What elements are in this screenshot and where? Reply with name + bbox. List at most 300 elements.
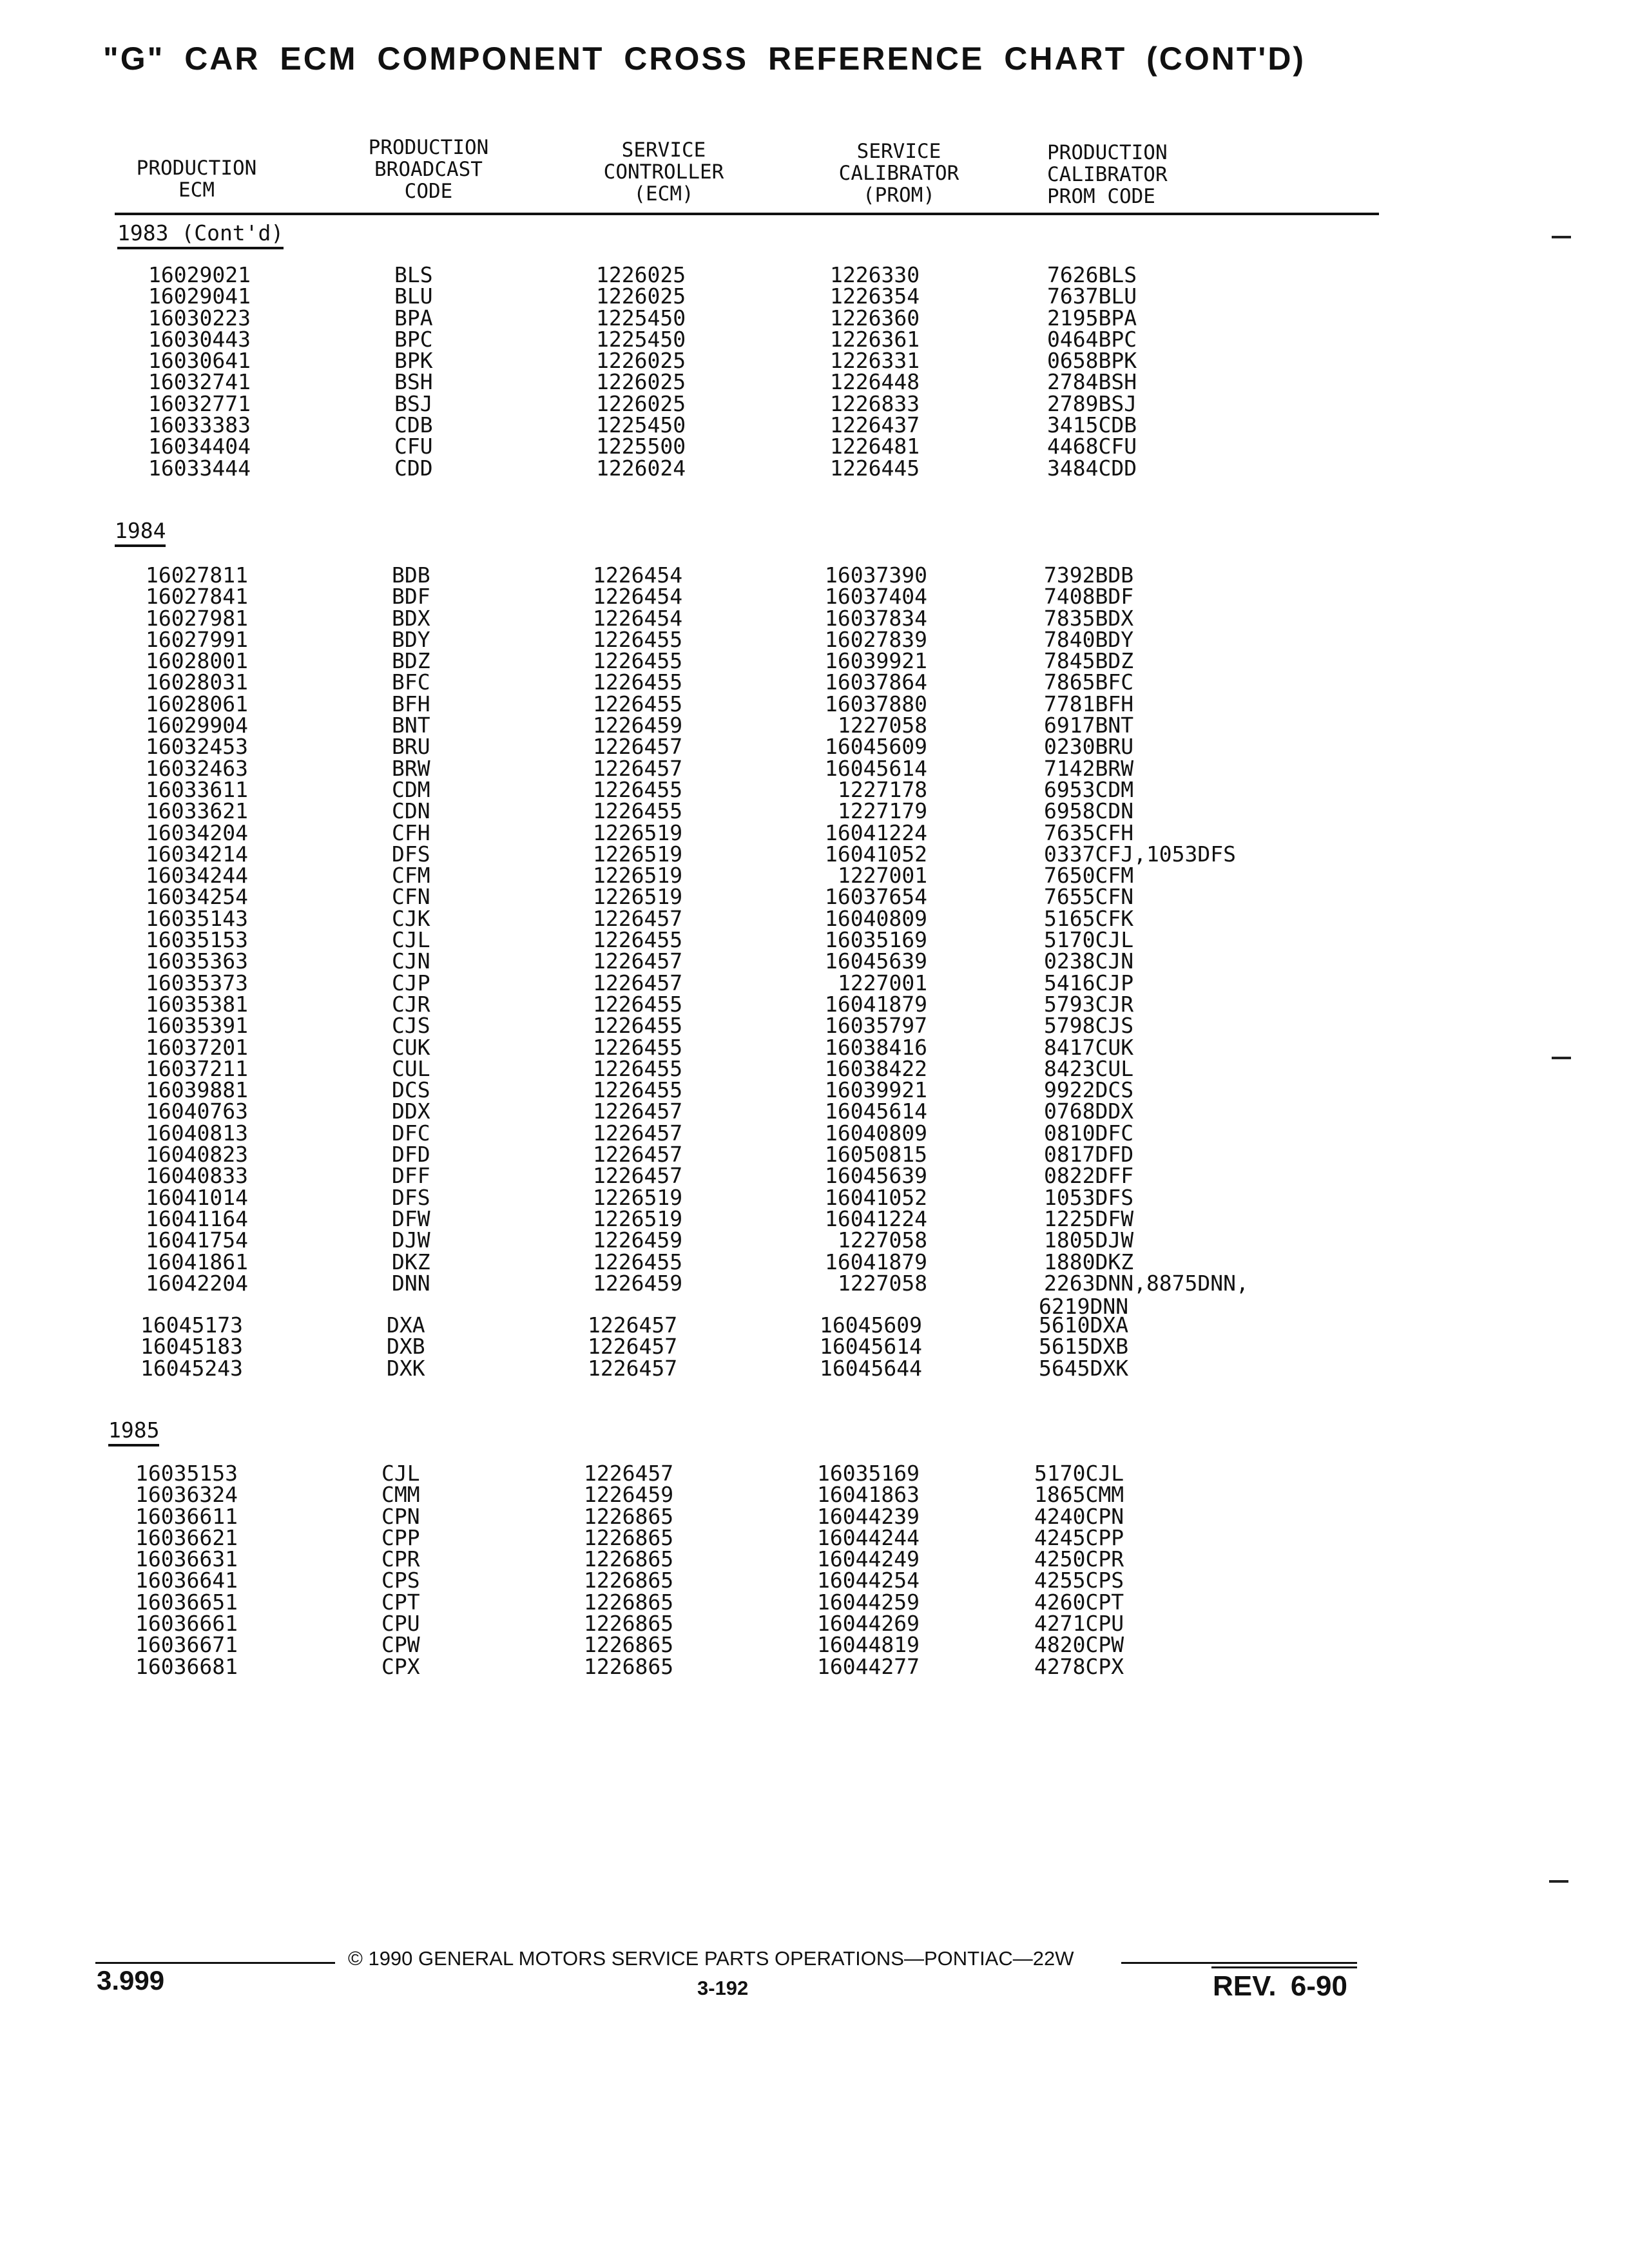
- prom-code-cell: 8423CUL: [1044, 1055, 1134, 1081]
- service-controller-cell: 1226865: [584, 1503, 674, 1529]
- service-calibrator-cell: 1226833: [830, 390, 920, 416]
- prom-code-cell: 2195BPA: [1047, 305, 1137, 331]
- service-controller-cell: 1226025: [596, 369, 686, 395]
- service-calibrator-cell: 1226360: [830, 305, 920, 331]
- production-ecm-cell: 16040833: [146, 1163, 248, 1189]
- header-line: PRODUCTION: [136, 157, 257, 180]
- prom-code-cell: 7865BFC: [1044, 669, 1134, 695]
- prom-code-cell: 4820CPW: [1034, 1632, 1124, 1658]
- broadcast-code-cell: DCS: [392, 1077, 430, 1103]
- table-row: [0, 1229, 1547, 1251]
- broadcast-code-cell: BLU: [394, 284, 433, 309]
- service-controller-cell: 1226457: [593, 1099, 683, 1124]
- header-service-calibrator: [809, 140, 989, 206]
- broadcast-code-cell: BPK: [394, 348, 433, 374]
- service-controller-cell: 1226455: [593, 1013, 683, 1039]
- prom-code-cell: 5170CJL: [1044, 927, 1134, 953]
- service-calibrator-cell: 16044277: [817, 1653, 920, 1679]
- table-row: [0, 626, 1547, 652]
- table-row: [0, 991, 1547, 1017]
- service-controller-cell: 1226024: [596, 455, 686, 481]
- broadcast-code-cell: CJS: [392, 1013, 430, 1039]
- production-ecm-cell: 16036681: [135, 1653, 238, 1679]
- production-ecm-cell: 16040823: [146, 1142, 248, 1168]
- service-calibrator-cell: 16041052: [825, 1184, 927, 1210]
- prom-code-cell: 5798CJS: [1044, 1013, 1134, 1039]
- service-calibrator-cell: 16045609: [820, 1312, 922, 1338]
- service-calibrator-cell: 16045614: [820, 1334, 922, 1360]
- service-calibrator-cell: 1227178: [838, 776, 928, 802]
- table-row: [0, 648, 1547, 674]
- table-row: [0, 693, 1547, 715]
- broadcast-code-cell: CJL: [392, 927, 430, 953]
- prom-code-cell: 3415CDB: [1047, 412, 1137, 438]
- broadcast-code-cell: BDZ: [392, 648, 430, 674]
- broadcast-code-cell: DFF: [392, 1163, 430, 1189]
- production-ecm-cell: 16028031: [146, 669, 248, 695]
- service-calibrator-cell: 16038416: [825, 1034, 927, 1060]
- table-row: [0, 564, 1547, 586]
- table-row: [0, 390, 1547, 416]
- header-line: CALIBRATOR: [838, 162, 959, 185]
- table-row: [0, 1142, 1547, 1168]
- production-ecm-cell: 16040763: [146, 1099, 248, 1124]
- broadcast-code-cell: DFD: [392, 1142, 430, 1168]
- production-ecm-cell: 16033383: [148, 412, 251, 438]
- service-controller-cell: 1226457: [588, 1355, 678, 1381]
- broadcast-code-cell: DXB: [387, 1334, 425, 1360]
- table-row: [0, 1122, 1547, 1144]
- header-broadcast-code: [348, 137, 509, 202]
- service-calibrator-cell: 16045614: [825, 1099, 927, 1124]
- service-calibrator-cell: 16044269: [817, 1611, 920, 1637]
- service-controller-cell: 1226459: [593, 1270, 683, 1296]
- table-row: [0, 800, 1547, 822]
- broadcast-code-cell: CJP: [392, 970, 430, 995]
- table-row: [0, 1503, 1547, 1529]
- header-line: BROADCAST: [374, 158, 483, 181]
- service-controller-cell: 1226519: [593, 841, 683, 867]
- margin-mark: [1552, 236, 1571, 238]
- table-row: [0, 1314, 1547, 1336]
- service-calibrator-cell: 16040809: [825, 1120, 927, 1146]
- production-ecm-cell: 16041861: [146, 1249, 248, 1274]
- production-ecm-cell: 16035391: [146, 1013, 248, 1039]
- broadcast-code-cell: BDX: [392, 605, 430, 631]
- table-row: [0, 1208, 1547, 1229]
- service-controller-cell: 1226519: [593, 820, 683, 845]
- production-ecm-cell: 16042204: [146, 1270, 248, 1296]
- production-ecm-cell: 16033621: [146, 798, 248, 824]
- table-row: [0, 884, 1547, 910]
- service-controller-cell: 1226865: [584, 1524, 674, 1550]
- prom-code-cell: 1880DKZ: [1044, 1249, 1134, 1274]
- production-ecm-cell: 16041754: [146, 1227, 248, 1253]
- prom-code-cell: 7655CFN: [1044, 884, 1134, 910]
- table-row: [0, 605, 1547, 631]
- service-calibrator-cell: 16044249: [817, 1546, 920, 1572]
- table-row: [0, 1270, 1547, 1296]
- production-ecm-cell: 16039881: [146, 1077, 248, 1103]
- broadcast-code-cell: DXA: [387, 1312, 425, 1338]
- prom-code-cell: 6953CDM: [1044, 776, 1134, 802]
- broadcast-code-cell: CPP: [381, 1524, 420, 1550]
- header-line: CALIBRATOR: [1047, 163, 1168, 186]
- year-label-1983: 1983 (Cont'd): [117, 220, 284, 249]
- service-controller-cell: 1226455: [593, 669, 683, 695]
- table-row: [0, 972, 1547, 994]
- production-ecm-cell: 16034254: [146, 884, 248, 910]
- broadcast-code-cell: BPC: [394, 326, 433, 352]
- prom-code-cell: 7840BDY: [1044, 626, 1134, 652]
- broadcast-code-cell: CFH: [392, 820, 430, 845]
- broadcast-code-cell: CPR: [381, 1546, 420, 1572]
- production-ecm-cell: 16033611: [146, 776, 248, 802]
- service-calibrator-cell: 1226437: [830, 412, 920, 438]
- service-controller-cell: 1226457: [584, 1461, 674, 1486]
- service-calibrator-cell: 16039921: [825, 648, 927, 674]
- production-ecm-cell: 16034214: [146, 841, 248, 867]
- production-ecm-cell: 16030443: [148, 326, 251, 352]
- table-row: [0, 1077, 1547, 1103]
- broadcast-code-cell: DXK: [387, 1355, 425, 1381]
- broadcast-code-cell: DFS: [392, 841, 430, 867]
- table-row: [0, 755, 1547, 781]
- broadcast-code-cell: CPX: [381, 1653, 420, 1679]
- broadcast-code-cell: CPW: [381, 1632, 420, 1658]
- service-controller-cell: 1226457: [593, 948, 683, 974]
- service-controller-cell: 1226454: [593, 605, 683, 631]
- header-line: ECM: [178, 178, 215, 202]
- footer-rule-right: [1121, 1962, 1357, 1964]
- service-calibrator-cell: 16027839: [825, 626, 927, 652]
- service-calibrator-cell: 1226445: [830, 455, 920, 481]
- service-calibrator-cell: 16044244: [817, 1524, 920, 1550]
- year-label-1984: 1984: [115, 518, 166, 547]
- header-line: (ECM): [633, 182, 694, 206]
- production-ecm-cell: 16032771: [148, 390, 251, 416]
- production-ecm-cell: 16035373: [146, 970, 248, 995]
- service-calibrator-cell: 16041224: [825, 820, 927, 845]
- service-controller-cell: 1226454: [593, 584, 683, 610]
- service-calibrator-cell: 16037864: [825, 669, 927, 695]
- service-controller-cell: 1226455: [593, 776, 683, 802]
- production-ecm-cell: 16045183: [140, 1334, 243, 1360]
- service-calibrator-cell: 16044259: [817, 1589, 920, 1615]
- service-calibrator-cell: 16041879: [825, 991, 927, 1017]
- prom-code-cell: 2789BSJ: [1047, 390, 1137, 416]
- header-rule: [115, 213, 1379, 215]
- prom-code-cell: 5170CJL: [1034, 1461, 1124, 1486]
- production-ecm-cell: 16027991: [146, 626, 248, 652]
- table-row: [0, 671, 1547, 693]
- prom-code-cell: 7835BDX: [1044, 605, 1134, 631]
- table-row: [0, 776, 1547, 802]
- prom-code-cell: 7845BDZ: [1044, 648, 1134, 674]
- service-controller-cell: 1226455: [593, 626, 683, 652]
- service-controller-cell: 1226519: [593, 1206, 683, 1231]
- prom-code-cell: 0817DFD: [1044, 1142, 1134, 1168]
- broadcast-code-cell: BDF: [392, 584, 430, 610]
- table-row: [0, 1653, 1547, 1679]
- production-ecm-cell: 16036661: [135, 1611, 238, 1637]
- prom-code-cell: 1865CMM: [1034, 1482, 1124, 1508]
- prom-code-cell: 6958CDN: [1044, 798, 1134, 824]
- service-controller-cell: 1226455: [593, 648, 683, 674]
- footer-rule-left: [95, 1962, 335, 1964]
- service-calibrator-cell: 16035169: [825, 927, 927, 953]
- service-controller-cell: 1226865: [584, 1611, 674, 1637]
- service-controller-cell: 1226865: [584, 1546, 674, 1572]
- service-controller-cell: 1226457: [593, 1163, 683, 1189]
- service-calibrator-cell: 16045614: [825, 755, 927, 781]
- service-controller-cell: 1225450: [596, 412, 686, 438]
- prom-code-cell: 0238CJN: [1044, 948, 1134, 974]
- broadcast-code-cell: CDM: [392, 776, 430, 802]
- service-calibrator-cell: 16035169: [817, 1461, 920, 1486]
- service-controller-cell: 1225500: [596, 434, 686, 459]
- broadcast-code-cell: BPA: [394, 305, 433, 331]
- service-calibrator-cell: 1226448: [830, 369, 920, 395]
- production-ecm-cell: 16027981: [146, 605, 248, 631]
- service-controller-cell: 1226455: [593, 691, 683, 716]
- production-ecm-cell: 16036324: [135, 1482, 238, 1508]
- continuation-line: 6219DNN: [1039, 1294, 1129, 1319]
- service-controller-cell: 1226865: [584, 1632, 674, 1658]
- prom-code-cell: 4245CPP: [1034, 1524, 1124, 1550]
- header-line: SERVICE: [856, 140, 941, 163]
- service-calibrator-cell: 1226330: [830, 262, 920, 287]
- broadcast-code-cell: CMM: [381, 1482, 420, 1508]
- service-calibrator-cell: 16050815: [825, 1142, 927, 1168]
- broadcast-code-cell: DKZ: [392, 1249, 430, 1274]
- prom-code-cell: 0464BPC: [1047, 326, 1137, 352]
- rows-1984: [0, 564, 1547, 1294]
- production-ecm-cell: 16037211: [146, 1055, 248, 1081]
- table-row: [0, 1524, 1547, 1550]
- header-line: CODE: [404, 180, 453, 203]
- production-ecm-cell: 16036671: [135, 1632, 238, 1658]
- prom-code-cell: 8417CUK: [1044, 1034, 1134, 1060]
- broadcast-code-cell: CFN: [392, 884, 430, 910]
- table-row: [0, 905, 1547, 931]
- production-ecm-cell: 16029021: [148, 262, 251, 287]
- production-ecm-cell: 16035363: [146, 948, 248, 974]
- broadcast-code-cell: BLS: [394, 262, 433, 287]
- broadcast-code-cell: CFM: [392, 863, 430, 889]
- prom-code-cell: 5610DXA: [1039, 1312, 1129, 1338]
- table-row: [0, 1163, 1547, 1189]
- broadcast-code-cell: DDX: [392, 1099, 430, 1124]
- header-line: (PROM): [863, 184, 935, 207]
- service-controller-cell: 1226025: [596, 284, 686, 309]
- prom-code-cell: 7635CFH: [1044, 820, 1134, 845]
- production-ecm-cell: 16041014: [146, 1184, 248, 1210]
- production-ecm-cell: 16030223: [148, 305, 251, 331]
- table-row: [0, 1013, 1547, 1039]
- margin-mark: [1549, 1880, 1568, 1883]
- service-controller-cell: 1226457: [588, 1312, 678, 1338]
- service-calibrator-cell: 1226331: [830, 348, 920, 374]
- rows-1984-after: [0, 1314, 1547, 1379]
- table-row: [0, 950, 1547, 972]
- broadcast-code-cell: BFC: [392, 669, 430, 695]
- broadcast-code-cell: DFW: [392, 1206, 430, 1231]
- table-row: [0, 457, 1547, 479]
- service-controller-cell: 1226519: [593, 884, 683, 910]
- rows-1985: [0, 1463, 1547, 1677]
- prom-code-cell: 3484CDD: [1047, 455, 1137, 481]
- service-controller-cell: 1226455: [593, 798, 683, 824]
- prom-code-cell: 5793CJR: [1044, 991, 1134, 1017]
- table-row: [0, 1334, 1547, 1360]
- service-controller-cell: 1225450: [596, 326, 686, 352]
- prom-code-cell: 5615DXB: [1039, 1334, 1129, 1360]
- broadcast-code-cell: BFH: [392, 691, 430, 716]
- service-controller-cell: 1226459: [584, 1482, 674, 1508]
- prom-code-cell: 2263DNN,8875DNN,: [1044, 1270, 1249, 1296]
- broadcast-code-cell: BRU: [392, 734, 430, 760]
- prom-code-cell: 5645DXK: [1039, 1355, 1129, 1381]
- prom-code-cell: 7392BDB: [1044, 562, 1134, 588]
- service-controller-cell: 1226519: [593, 1184, 683, 1210]
- prom-code-cell: 0337CFJ,1053DFS: [1044, 841, 1237, 867]
- prom-code-cell: 4260CPT: [1034, 1589, 1124, 1615]
- table-row: [0, 264, 1547, 285]
- prom-code-cell: 0658BPK: [1047, 348, 1137, 374]
- broadcast-code-cell: CDB: [394, 412, 433, 438]
- service-calibrator-cell: 16037880: [825, 691, 927, 716]
- table-row: [0, 1251, 1547, 1273]
- year-label-1985: 1985: [108, 1418, 159, 1446]
- service-controller-cell: 1226454: [593, 562, 683, 588]
- broadcast-code-cell: CUK: [392, 1034, 430, 1060]
- prom-code-cell: 6917BNT: [1044, 713, 1134, 738]
- section-number: 3.999: [97, 1965, 165, 1995]
- footer-rule-right-lower: [1211, 1966, 1357, 1968]
- prom-code-cell: 7650CFM: [1044, 863, 1134, 889]
- table-row: [0, 584, 1547, 610]
- broadcast-code-cell: DFS: [392, 1184, 430, 1210]
- service-calibrator-cell: 16037654: [825, 884, 927, 910]
- broadcast-code-cell: BDB: [392, 562, 430, 588]
- broadcast-code-cell: CFU: [394, 434, 433, 459]
- prom-code-cell: 1225DFW: [1044, 1206, 1134, 1231]
- prom-code-cell: 5165CFK: [1044, 905, 1134, 931]
- header-line: PRODUCTION: [368, 136, 489, 159]
- broadcast-code-cell: BSJ: [394, 390, 433, 416]
- broadcast-code-cell: BSH: [394, 369, 433, 395]
- production-ecm-cell: 16032453: [146, 734, 248, 760]
- service-calibrator-cell: 1226361: [830, 326, 920, 352]
- broadcast-code-cell: BDY: [392, 626, 430, 652]
- service-calibrator-cell: 16035797: [825, 1013, 927, 1039]
- service-controller-cell: 1226457: [593, 734, 683, 760]
- service-calibrator-cell: 1226481: [830, 434, 920, 459]
- service-controller-cell: 1226865: [584, 1568, 674, 1593]
- header-line: SERVICE: [621, 139, 706, 162]
- production-ecm-cell: 16040813: [146, 1120, 248, 1146]
- service-controller-cell: 1226457: [593, 1120, 683, 1146]
- table-row: [0, 285, 1547, 307]
- table-row: [0, 734, 1547, 760]
- service-calibrator-cell: 16045644: [820, 1355, 922, 1381]
- table-row: [0, 1055, 1547, 1081]
- table-row: [0, 436, 1547, 457]
- prom-code-cell: 1053DFS: [1044, 1184, 1134, 1210]
- broadcast-code-cell: CJN: [392, 948, 430, 974]
- service-calibrator-cell: 16037390: [825, 562, 927, 588]
- header-service-controller: [577, 139, 751, 205]
- service-calibrator-cell: 1227058: [838, 1270, 928, 1296]
- prom-code-cell: 4468CFU: [1047, 434, 1137, 459]
- prom-code-cell: 4278CPX: [1034, 1653, 1124, 1679]
- service-controller-cell: 1226455: [593, 1034, 683, 1060]
- table-row: [0, 1463, 1547, 1484]
- table-row: [0, 863, 1547, 889]
- table-row: [0, 307, 1547, 329]
- service-controller-cell: 1226455: [593, 1055, 683, 1081]
- service-calibrator-cell: 16045639: [825, 948, 927, 974]
- service-calibrator-cell: 16041863: [817, 1482, 920, 1508]
- table-row: [0, 1570, 1547, 1591]
- revision-label: REV. 6-90: [1213, 1970, 1347, 2002]
- broadcast-code-cell: DFC: [392, 1120, 430, 1146]
- page-number: 3-192: [697, 1977, 749, 1999]
- margin-mark: [1552, 1057, 1571, 1059]
- broadcast-code-cell: CUL: [392, 1055, 430, 1081]
- service-calibrator-cell: 16041879: [825, 1249, 927, 1274]
- production-ecm-cell: 16027811: [146, 562, 248, 588]
- prom-code-cell: 0230BRU: [1044, 734, 1134, 760]
- production-ecm-cell: 16041164: [146, 1206, 248, 1231]
- table-row: [0, 369, 1547, 395]
- service-controller-cell: 1226457: [593, 1142, 683, 1168]
- prom-code-cell: 4240CPN: [1034, 1503, 1124, 1529]
- prom-code-cell: 7408BDF: [1044, 584, 1134, 610]
- table-row: [0, 414, 1547, 436]
- service-controller-cell: 1225450: [596, 305, 686, 331]
- header-line: PRODUCTION: [1047, 141, 1168, 164]
- broadcast-code-cell: DJW: [392, 1227, 430, 1253]
- service-calibrator-cell: 16044819: [817, 1632, 920, 1658]
- production-ecm-cell: 16036641: [135, 1568, 238, 1593]
- prom-code-cell: 4271CPU: [1034, 1611, 1124, 1637]
- broadcast-code-cell: CDN: [392, 798, 430, 824]
- header-production-ecm: [116, 157, 277, 201]
- production-ecm-cell: 16032463: [146, 755, 248, 781]
- broadcast-code-cell: CPS: [381, 1568, 420, 1593]
- service-controller-cell: 1226455: [593, 1249, 683, 1274]
- production-ecm-cell: 16035381: [146, 991, 248, 1017]
- service-controller-cell: 1226865: [584, 1589, 674, 1615]
- broadcast-code-cell: DNN: [392, 1270, 430, 1296]
- service-controller-cell: 1226459: [593, 1227, 683, 1253]
- service-calibrator-cell: 1227179: [838, 798, 928, 824]
- service-controller-cell: 1226455: [593, 991, 683, 1017]
- production-ecm-cell: 16045243: [140, 1355, 243, 1381]
- production-ecm-cell: 16033444: [148, 455, 251, 481]
- prom-code-cell: 2784BSH: [1047, 369, 1137, 395]
- table-row: [0, 348, 1547, 374]
- broadcast-code-cell: CDD: [394, 455, 433, 481]
- service-controller-cell: 1226025: [596, 390, 686, 416]
- service-calibrator-cell: 1226354: [830, 284, 920, 309]
- service-calibrator-cell: 16044239: [817, 1503, 920, 1529]
- service-calibrator-cell: 16045609: [825, 734, 927, 760]
- header-line: PROM CODE: [1047, 185, 1155, 208]
- service-calibrator-cell: 16037404: [825, 584, 927, 610]
